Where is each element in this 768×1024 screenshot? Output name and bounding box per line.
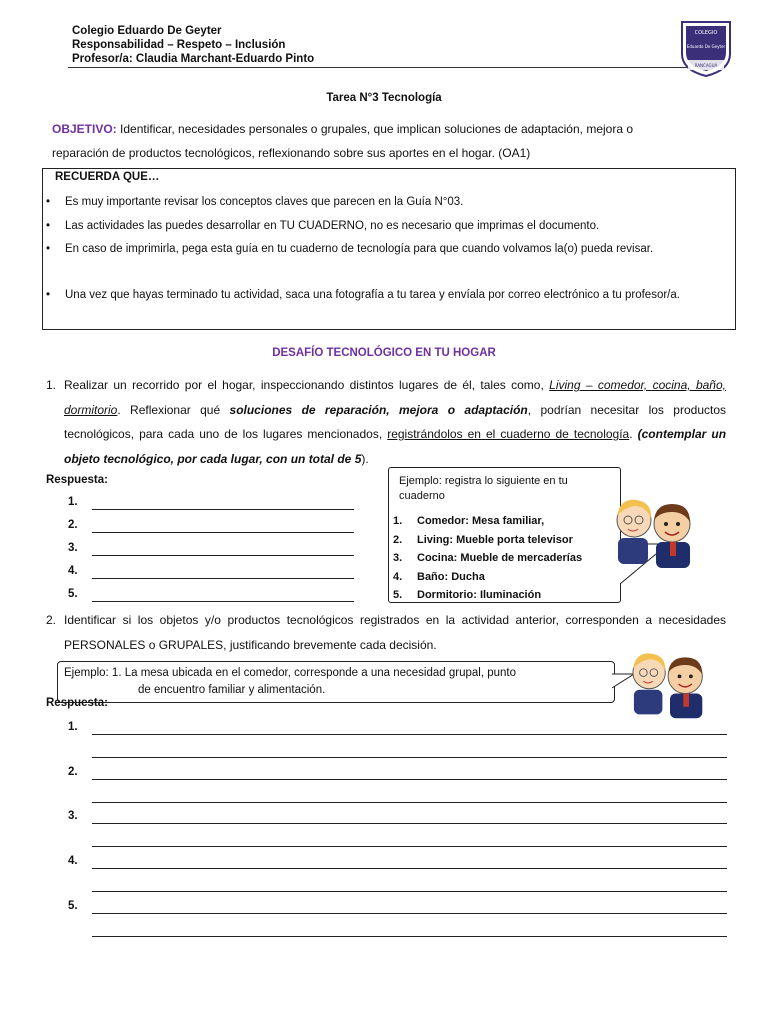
answer-line[interactable] bbox=[92, 913, 727, 914]
answer-number: 2. bbox=[68, 766, 78, 778]
remember-item: • Es muy importante revisar los conceptos claves que parecen en la Guía N°03. bbox=[65, 191, 721, 213]
answer-number: 2. bbox=[68, 519, 78, 531]
answer-line[interactable] bbox=[92, 868, 727, 869]
answer-line[interactable] bbox=[92, 532, 354, 533]
header-divider bbox=[68, 67, 688, 68]
remember-box bbox=[42, 168, 736, 330]
example-list bbox=[393, 512, 582, 605]
q1-number: 1. bbox=[46, 378, 57, 392]
school-values: Responsabilidad – Respeto – Inclusión bbox=[72, 39, 286, 51]
answer-number: 4. bbox=[68, 855, 78, 867]
objective-text-1: Identificar, necesidades personales o grupales, que implican soluciones de adaptación, mejora o bbox=[116, 122, 634, 136]
q2-number: 2. bbox=[46, 613, 57, 627]
example-item: 3. Cocina: Mueble de mercaderías bbox=[393, 552, 583, 564]
example-2-line-2: de encuentro familiar y alimentación. bbox=[138, 684, 326, 696]
bullet-icon: • bbox=[46, 196, 51, 208]
page-title: Tarea N°3 Tecnología bbox=[326, 92, 442, 104]
teacher-name: Profesor/a: Claudia Marchant-Eduardo Pinto bbox=[72, 53, 315, 65]
answer-line[interactable] bbox=[92, 555, 354, 556]
example-2-box bbox=[57, 661, 615, 703]
objective-line-2: reparación de productos tecnológicos, reflexionando sobre sus aportes en el hogar. (OA1) bbox=[52, 146, 531, 160]
answer-line[interactable] bbox=[92, 601, 354, 602]
remember-item: • Una vez que hayas terminado tu actividad, saca una fotografía a tu tarea y envíala por correo electrónico a tu profesor/a. bbox=[65, 284, 721, 306]
answer-line[interactable] bbox=[92, 757, 727, 758]
answer-line[interactable] bbox=[92, 509, 354, 510]
answer-line[interactable] bbox=[92, 936, 727, 937]
answer-number: 5. bbox=[68, 588, 78, 600]
remember-item: • Las actividades las puedes desarrollar en TU CUADERNO, no es necesario que imprimas el documento. bbox=[65, 215, 721, 237]
example-box bbox=[388, 467, 621, 603]
example-item: 2. Living: Mueble porta televisor bbox=[393, 533, 573, 546]
bullet-icon: • bbox=[46, 243, 51, 255]
answer-label: Respuesta: bbox=[46, 697, 108, 709]
answer-line[interactable] bbox=[92, 578, 354, 579]
section-title: DESAFÍO TECNOLÓGICO EN TU HOGAR bbox=[272, 347, 496, 359]
q2-text: Identificar si los objetos y/o productos tecnológicos registrados en la actividad anterior, corresponden a necesidades PERSONALES o GRUPALES, justificando brevemente cada decisión. bbox=[64, 613, 726, 652]
objective-line-1 bbox=[52, 117, 732, 141]
logo-text-mid: Eduardo De Geyter bbox=[686, 44, 726, 49]
q1-text: Realizar un recorrido por el hogar, inspeccionando distintos lugares de él, tales como, Living – comedor, cocina, baño, dormitorio. Reflexionar qué soluciones de reparación, mejora o adaptación, podrían necesitar los productos tecnológicos, para cada uno de los lugares mencionados, registrándolos en el cuaderno de tecnología. (contemplar un objeto tecnológico, por cada lugar, con un total de 5). bbox=[64, 378, 727, 466]
kids-illustration-icon bbox=[620, 646, 720, 727]
logo-text-top: COLEGIO bbox=[694, 30, 718, 36]
bullet-icon: • bbox=[46, 289, 51, 301]
answer-line[interactable] bbox=[92, 846, 727, 847]
answer-number: 4. bbox=[68, 565, 78, 577]
example-item: 1. Comedor: Mesa familiar, bbox=[393, 515, 545, 527]
example-item: 4. Baño: Ducha bbox=[393, 570, 485, 583]
example-heading: Ejemplo: registra lo siguiente en tu cuaderno bbox=[399, 475, 568, 502]
example-2-line-1: Ejemplo: 1. La mesa ubicada en el comedor, corresponde a una necesidad grupal, punto bbox=[64, 667, 516, 679]
remember-item: • En caso de imprimirla, pega esta guía en tu cuaderno de tecnología para que cuando volvamos la(o) pueda revisar. bbox=[65, 238, 721, 260]
bullet-icon: • bbox=[46, 220, 51, 232]
kids-illustration-icon bbox=[606, 492, 706, 577]
answer-number: 1. bbox=[68, 721, 78, 733]
school-name: Colegio Eduardo De Geyter bbox=[72, 25, 222, 37]
answer-line[interactable] bbox=[92, 802, 727, 803]
remember-heading: RECUERDA QUE… bbox=[55, 171, 160, 183]
answer-line[interactable] bbox=[92, 734, 727, 735]
answer-number: 3. bbox=[68, 542, 78, 554]
objective-label: OBJETIVO: bbox=[52, 122, 117, 136]
answer-line[interactable] bbox=[92, 779, 727, 780]
example-item: 5. Dormitorio: Iluminación bbox=[393, 589, 542, 601]
answer-label: Respuesta: bbox=[46, 474, 108, 486]
answer-number: 1. bbox=[68, 496, 78, 508]
school-logo bbox=[678, 20, 734, 78]
answer-number: 3. bbox=[68, 810, 78, 822]
logo-text-bottom: RANCAGUA bbox=[694, 63, 718, 68]
answer-number: 5. bbox=[68, 900, 78, 912]
answer-line[interactable] bbox=[92, 823, 727, 824]
answer-line[interactable] bbox=[92, 891, 727, 892]
